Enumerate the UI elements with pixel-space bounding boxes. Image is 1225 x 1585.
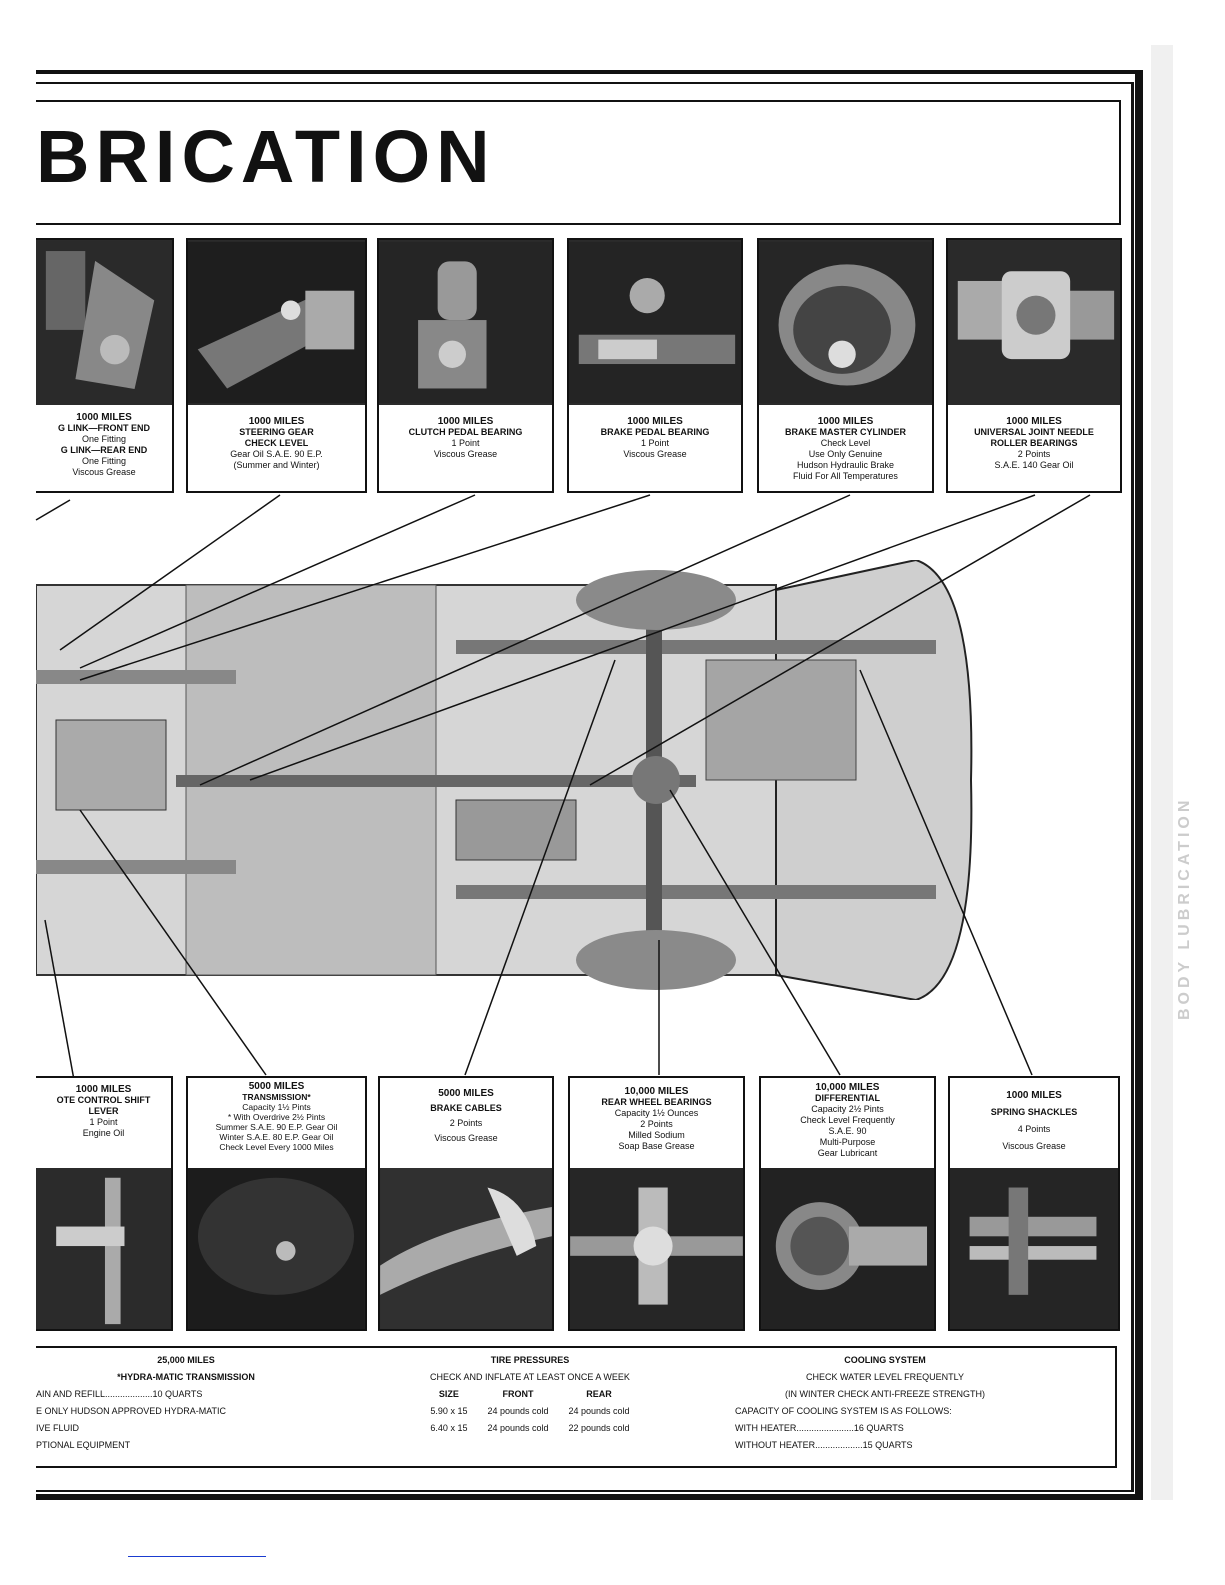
mileage-label: 1000 MILES <box>437 416 494 427</box>
detail-line: One Fitting <box>81 434 127 444</box>
card-top-4 <box>567 238 743 493</box>
table-cell: 24 pounds cold <box>568 1406 630 1416</box>
cooling-system-section <box>735 1352 1035 1454</box>
mileage-label: 1000 MILES <box>1006 1090 1062 1101</box>
detail-line: Milled Sodium <box>628 1130 685 1140</box>
detail-line: Use Only Genuine <box>808 449 883 459</box>
photo-steering-link <box>36 240 172 405</box>
detail-line: Soap Base Grease <box>618 1141 695 1151</box>
mileage-label: 1000 MILES <box>75 1084 132 1095</box>
detail-line: One Fitting <box>81 456 127 466</box>
table-header-row <box>420 1386 639 1403</box>
item-name: G LINK—REAR END <box>60 445 148 455</box>
detail-line: Gear Lubricant <box>817 1148 878 1158</box>
table-row <box>420 1420 639 1437</box>
detail-line: Engine Oil <box>82 1128 125 1138</box>
tire-pressures-section <box>380 1352 680 1437</box>
photo-transmission <box>188 1168 365 1329</box>
chassis-illustration <box>36 560 976 1000</box>
detail-line: Check Level Every 1000 Miles <box>219 1142 334 1152</box>
table-row <box>420 1403 639 1420</box>
card-bottom-4 <box>568 1076 745 1331</box>
hydramatic-line: IVE FLUID <box>36 1423 80 1433</box>
cooling-line: CHECK WATER LEVEL FREQUENTLY <box>805 1372 965 1382</box>
page-edge-shadow <box>1151 45 1173 1500</box>
bleed-through-side-text: BODY LUBRICATION <box>1176 796 1193 1020</box>
cooling-line: WITHOUT HEATER...................15 QUARTS <box>735 1440 913 1450</box>
item-name: LEVER <box>88 1106 119 1116</box>
card-bottom-1 <box>36 1076 173 1331</box>
photo-differential <box>761 1168 934 1329</box>
mileage-label: 10,000 MILES <box>815 1082 880 1093</box>
footer-link-underline[interactable] <box>128 1556 266 1557</box>
detail-line: Capacity 2½ Pints <box>811 1104 884 1114</box>
photo-brake-master-cylinder <box>759 240 932 405</box>
item-name: BRAKE PEDAL BEARING <box>600 427 710 437</box>
detail-line: Viscous Grease <box>623 449 687 459</box>
photo-universal-joint <box>948 240 1120 405</box>
mileage-label: 1000 MILES <box>1006 416 1062 427</box>
mileage-label: 1000 MILES <box>627 416 683 427</box>
card-top-3 <box>377 238 554 493</box>
detail-line: 1 Point <box>640 438 670 448</box>
detail-line: 2 Points <box>640 1119 673 1129</box>
detail-line: Viscous Grease <box>1002 1141 1066 1151</box>
hydramatic-line: AIN AND REFILL...................10 QUARTS <box>36 1389 203 1399</box>
card-top-1 <box>36 238 174 493</box>
hydramatic-section <box>36 1352 336 1454</box>
detail-line: (Summer and Winter) <box>233 460 320 470</box>
detail-line: Viscous Grease <box>433 449 498 459</box>
detail-line: Check Level <box>820 438 871 448</box>
item-name: STEERING GEAR <box>239 427 314 437</box>
item-name: ROLLER BEARINGS <box>990 438 1078 448</box>
page-title: BRICATION <box>36 115 496 198</box>
item-name: G LINK—FRONT END <box>58 423 150 433</box>
detail-line: Fluid For All Temperatures <box>793 471 898 481</box>
detail-line: Winter S.A.E. 80 E.P. Gear Oil <box>219 1132 334 1142</box>
card-top-6 <box>946 238 1122 493</box>
detail-line: Gear Oil S.A.E. 90 E.P. <box>230 449 323 459</box>
tire-pressures-subtitle: CHECK AND INFLATE AT LEAST ONCE A WEEK <box>430 1372 630 1382</box>
item-name: BRAKE CABLES <box>430 1103 502 1113</box>
tire-pressures-title: TIRE PRESSURES <box>490 1355 570 1365</box>
item-name: CHECK LEVEL <box>244 438 309 448</box>
mileage-label: 1000 MILES <box>817 416 874 427</box>
card-bottom-5 <box>759 1076 936 1331</box>
item-name: SPRING SHACKLES <box>990 1107 1078 1117</box>
detail-line: Capacity 1½ Pints <box>242 1102 311 1112</box>
detail-line: S.A.E. 90 <box>828 1126 867 1136</box>
item-name: TRANSMISSION* <box>242 1092 311 1102</box>
detail-line: 2 Points <box>449 1118 483 1128</box>
detail-line: 1 Point <box>89 1117 118 1127</box>
photo-steering-gear <box>188 240 365 405</box>
detail-line: Viscous Grease <box>72 467 136 477</box>
detail-line: Check Level Frequently <box>800 1115 895 1125</box>
tire-pressure-table <box>420 1386 639 1437</box>
item-name: BRAKE MASTER CYLINDER <box>784 427 906 437</box>
hydramatic-line: PTIONAL EQUIPMENT <box>36 1440 131 1450</box>
hydramatic-line: E ONLY HUDSON APPROVED HYDRA-MATIC <box>36 1406 227 1416</box>
cooling-line: (IN WINTER CHECK ANTI-FREEZE STRENGTH) <box>785 1389 985 1399</box>
detail-line: Summer S.A.E. 90 E.P. Gear Oil <box>215 1122 338 1132</box>
column-header: SIZE <box>438 1389 459 1399</box>
item-name: DIFFERENTIAL <box>815 1093 880 1103</box>
table-cell: 24 pounds cold <box>487 1423 549 1433</box>
item-name: OTE CONTROL SHIFT <box>56 1095 151 1105</box>
card-bottom-2 <box>186 1076 367 1331</box>
photo-shift-lever <box>36 1168 171 1329</box>
mileage-label: 10,000 MILES <box>624 1086 689 1097</box>
hydramatic-title: *HYDRA-MATIC TRANSMISSION <box>117 1372 255 1382</box>
table-cell: 5.90 x 15 <box>430 1406 468 1416</box>
mileage-label: 1000 MILES <box>76 412 132 423</box>
photo-brake-pedal <box>569 240 741 405</box>
column-header: REAR <box>586 1389 612 1399</box>
detail-line: Multi-Purpose <box>819 1137 876 1147</box>
detail-line: S.A.E. 140 Gear Oil <box>994 460 1074 470</box>
mileage-label: 5000 MILES <box>438 1088 494 1099</box>
item-name: REAR WHEEL BEARINGS <box>601 1097 712 1107</box>
photo-brake-cables <box>380 1168 552 1329</box>
table-cell: 6.40 x 15 <box>430 1423 468 1433</box>
photo-clutch-pedal <box>379 240 552 405</box>
table-cell: 24 pounds cold <box>487 1406 549 1416</box>
detail-line: * With Overdrive 2½ Pints <box>227 1112 326 1122</box>
hydramatic-mileage: 25,000 MILES <box>157 1355 215 1365</box>
cooling-title: COOLING SYSTEM <box>844 1355 926 1365</box>
cooling-line: WITH HEATER.......................16 QUARTS <box>735 1423 904 1433</box>
photo-rear-wheel-bearings <box>570 1168 743 1329</box>
detail-line: Viscous Grease <box>434 1133 498 1143</box>
cooling-line: CAPACITY OF COOLING SYSTEM IS AS FOLLOWS: <box>735 1406 952 1416</box>
card-bottom-6 <box>948 1076 1120 1331</box>
detail-line: 2 Points <box>1017 449 1051 459</box>
detail-line: 4 Points <box>1017 1124 1051 1134</box>
photo-spring-shackles <box>950 1168 1118 1329</box>
card-top-2 <box>186 238 367 493</box>
detail-line: Capacity 1½ Ounces <box>614 1108 699 1118</box>
item-name: CLUTCH PEDAL BEARING <box>408 427 523 437</box>
detail-line: 1 Point <box>451 438 480 448</box>
card-bottom-3 <box>378 1076 554 1331</box>
item-name: UNIVERSAL JOINT NEEDLE <box>974 427 1094 437</box>
detail-line: Hudson Hydraulic Brake <box>796 460 895 470</box>
table-cell: 22 pounds cold <box>568 1423 630 1433</box>
column-header: FRONT <box>502 1389 534 1399</box>
mileage-label: 1000 MILES <box>248 416 305 427</box>
mileage-label: 5000 MILES <box>248 1081 305 1092</box>
card-top-5 <box>757 238 934 493</box>
